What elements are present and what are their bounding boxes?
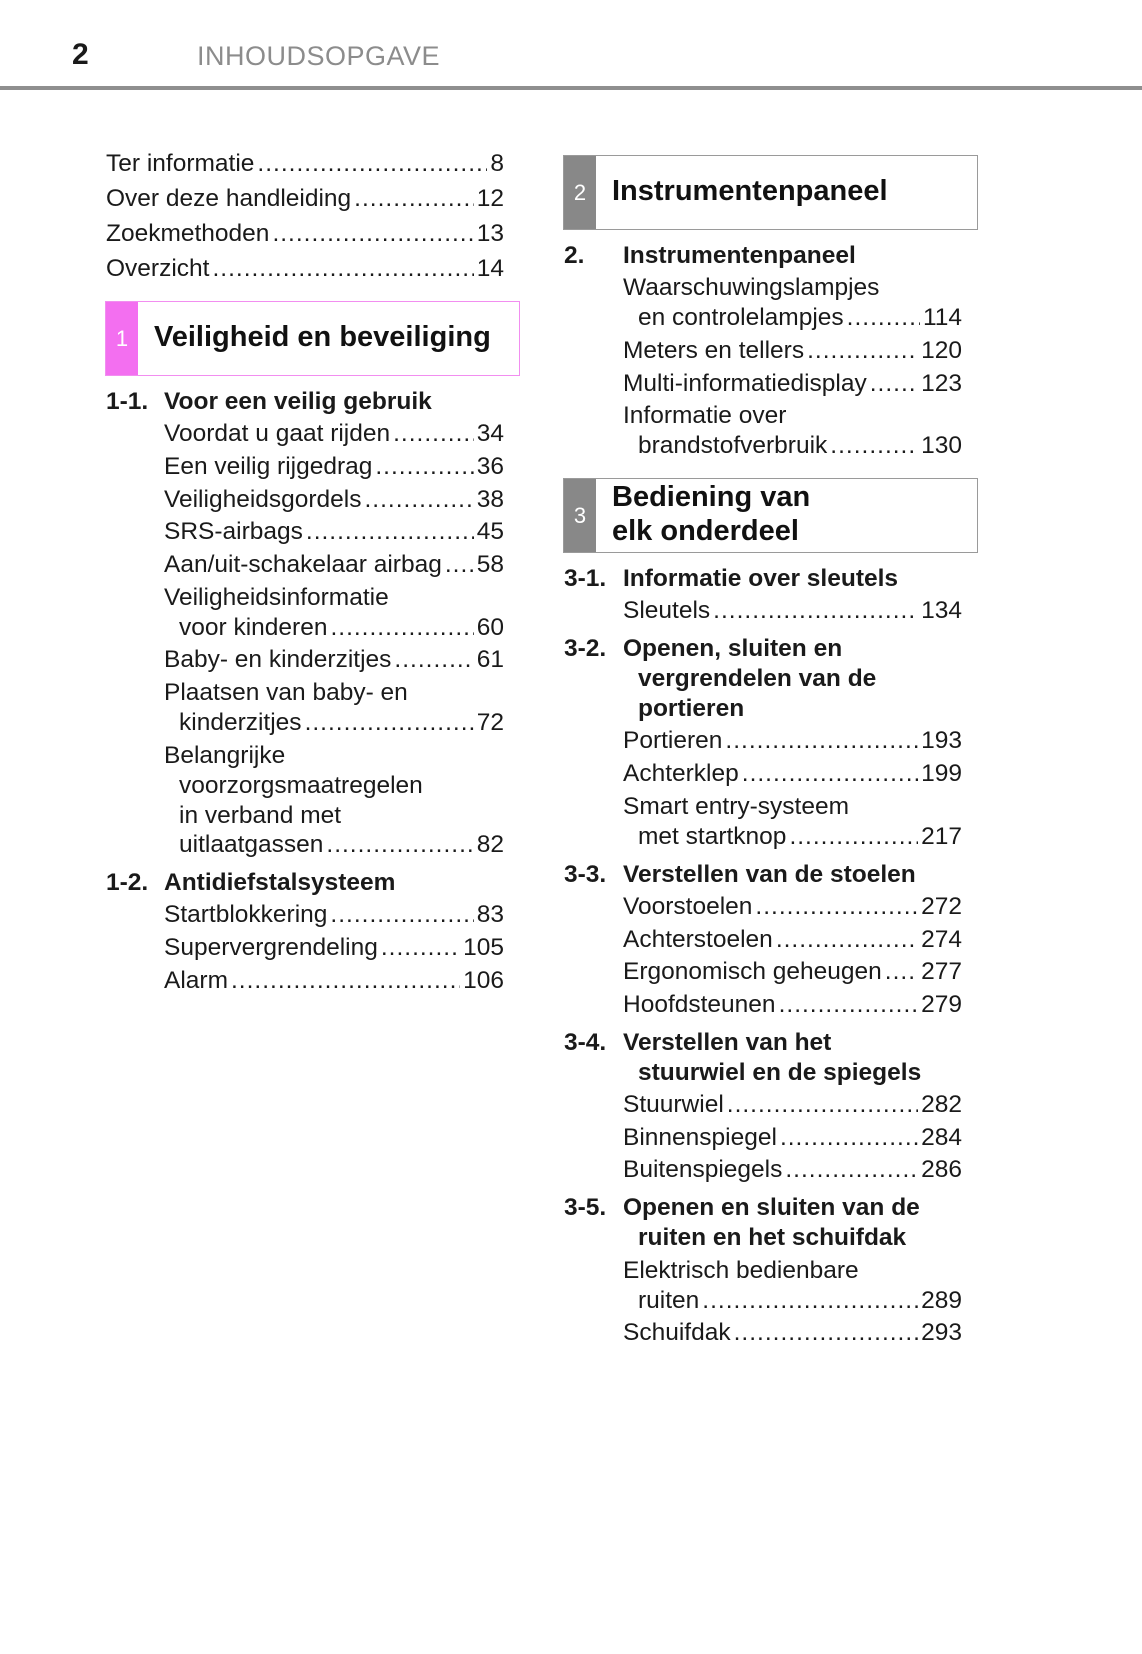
section-title-line: stuurwiel en de spiegels xyxy=(638,1059,922,1086)
toc-entry[interactable]: Veiligheidsgordels ..... 38 xyxy=(164,485,504,515)
header-divider xyxy=(0,86,1142,90)
toc-entry-line: Plaatsen van baby- en xyxy=(164,679,408,706)
toc-entry[interactable]: Ter informatie ..... 8 xyxy=(106,149,504,179)
toc-entry[interactable]: met startknop ..... 217 xyxy=(638,822,962,852)
chapter-3-tab: 3 xyxy=(564,479,596,552)
section-number: 1-2. xyxy=(106,869,149,896)
toc-entry[interactable]: uitlaatgassen ..... 82 xyxy=(179,830,504,860)
toc-entry[interactable]: Voordat u gaat rijden ..... 34 xyxy=(164,419,504,449)
toc-entry[interactable]: Sleutels ..... 134 xyxy=(623,596,962,626)
section-number: 1-1. xyxy=(106,388,149,415)
toc-entry[interactable]: en controlelampjes ..... 114 xyxy=(638,303,962,333)
toc-entry-line: Informatie over xyxy=(623,402,787,429)
section-number: 2. xyxy=(564,242,585,269)
toc-entry[interactable]: kinderzitjes ..... 72 xyxy=(179,708,504,738)
toc-entry[interactable]: voor kinderen ..... 60 xyxy=(179,613,504,643)
toc-entry[interactable]: Schuifdak ..... 293 xyxy=(623,1318,962,1348)
toc-entry[interactable]: Achterstoelen ..... 274 xyxy=(623,925,962,955)
toc-entry-line: in verband met xyxy=(179,802,342,829)
page-title: INHOUDSOPGAVE xyxy=(197,41,441,71)
toc-entry[interactable]: Multi-informatiedisplay ..... 123 xyxy=(623,369,962,399)
toc-entry[interactable]: Meters en tellers ..... 120 xyxy=(623,336,962,366)
chapter-1-header[interactable] xyxy=(105,301,520,376)
toc-entry[interactable]: Hoofdsteunen ..... 279 xyxy=(623,990,962,1020)
section-title[interactable]: Antidiefstalsysteem xyxy=(164,869,396,896)
toc-entry[interactable]: Overzicht ..... 14 xyxy=(106,254,504,284)
section-title-line: vergrendelen van de xyxy=(638,665,877,692)
toc-entry-line: Belangrijke xyxy=(164,742,286,769)
toc-entry[interactable]: Een veilig rijgedrag ..... 36 xyxy=(164,452,504,482)
toc-entry-line: Waarschuwingslampjes xyxy=(623,274,880,301)
toc-entry[interactable]: Buitenspiegels ..... 286 xyxy=(623,1155,962,1185)
section-title-line: portieren xyxy=(638,695,745,722)
toc-entry[interactable]: Voorstoelen ..... 272 xyxy=(623,892,962,922)
toc-entry[interactable]: Startblokkering ..... 83 xyxy=(164,900,504,930)
chapter-1-title: Veiligheid en beveiliging xyxy=(154,321,491,353)
chapter-3-title-line2: elk onderdeel xyxy=(612,515,799,547)
section-title[interactable]: Instrumentenpaneel xyxy=(623,242,856,269)
section-title[interactable]: Informatie over sleutels xyxy=(623,565,899,592)
toc-entry[interactable]: Supervergrendeling ..... 105 xyxy=(164,933,504,963)
chapter-2-header[interactable] xyxy=(563,155,978,230)
chapter-3-title-line1: Bediening van xyxy=(612,481,811,513)
page-number: 2 xyxy=(72,38,89,71)
section-number: 3-2. xyxy=(564,635,607,662)
section-number: 3-4. xyxy=(564,1029,607,1056)
section-title-line: ruiten en het schuifdak xyxy=(638,1224,907,1251)
toc-entry[interactable]: Stuurwiel ..... 282 xyxy=(623,1090,962,1120)
toc-entry[interactable]: Ergonomisch geheugen ..... 277 xyxy=(623,957,962,987)
toc-entry-line: Smart entry-systeem xyxy=(623,793,849,820)
toc-entry-line: voorzorgsmaatregelen xyxy=(179,772,423,799)
section-title[interactable]: Verstellen van het xyxy=(623,1029,832,1056)
toc-entry[interactable]: brandstofverbruik ..... 130 xyxy=(638,431,962,461)
toc-entry[interactable]: Aan/uit-schakelaar airbag ..... 58 xyxy=(164,550,504,580)
toc-entry[interactable]: Binnenspiegel ..... 284 xyxy=(623,1123,962,1153)
section-number: 3-5. xyxy=(564,1194,607,1221)
section-title[interactable]: Voor een veilig gebruik xyxy=(164,388,432,415)
toc-entry[interactable]: ruiten ..... 289 xyxy=(638,1286,962,1316)
toc-entry[interactable]: Baby- en kinderzitjes ..... 61 xyxy=(164,645,504,675)
section-number: 3-1. xyxy=(564,565,607,592)
section-title[interactable]: Openen, sluiten en xyxy=(623,635,843,662)
section-title[interactable]: Openen en sluiten van de xyxy=(623,1194,920,1221)
toc-entry-line: Elektrisch bedienbare xyxy=(623,1257,859,1284)
section-number: 3-3. xyxy=(564,861,607,888)
toc-entry[interactable]: Portieren ..... 193 xyxy=(623,726,962,756)
toc-entry[interactable]: Over deze handleiding ..... 12 xyxy=(106,184,504,214)
section-title[interactable]: Verstellen van de stoelen xyxy=(623,861,916,888)
toc-entry[interactable]: SRS-airbags ..... 45 xyxy=(164,517,504,547)
chapter-2-title: Instrumentenpaneel xyxy=(612,175,888,207)
chapter-1-tab: 1 xyxy=(106,302,138,375)
toc-entry-line: Veiligheidsinformatie xyxy=(164,584,389,611)
chapter-2-tab: 2 xyxy=(564,156,596,229)
toc-entry[interactable]: Alarm ..... 106 xyxy=(164,966,504,996)
toc-entry[interactable]: Zoekmethoden ..... 13 xyxy=(106,219,504,249)
toc-entry[interactable]: Achterklep ..... 199 xyxy=(623,759,962,789)
chapter-3-header[interactable] xyxy=(563,478,978,553)
